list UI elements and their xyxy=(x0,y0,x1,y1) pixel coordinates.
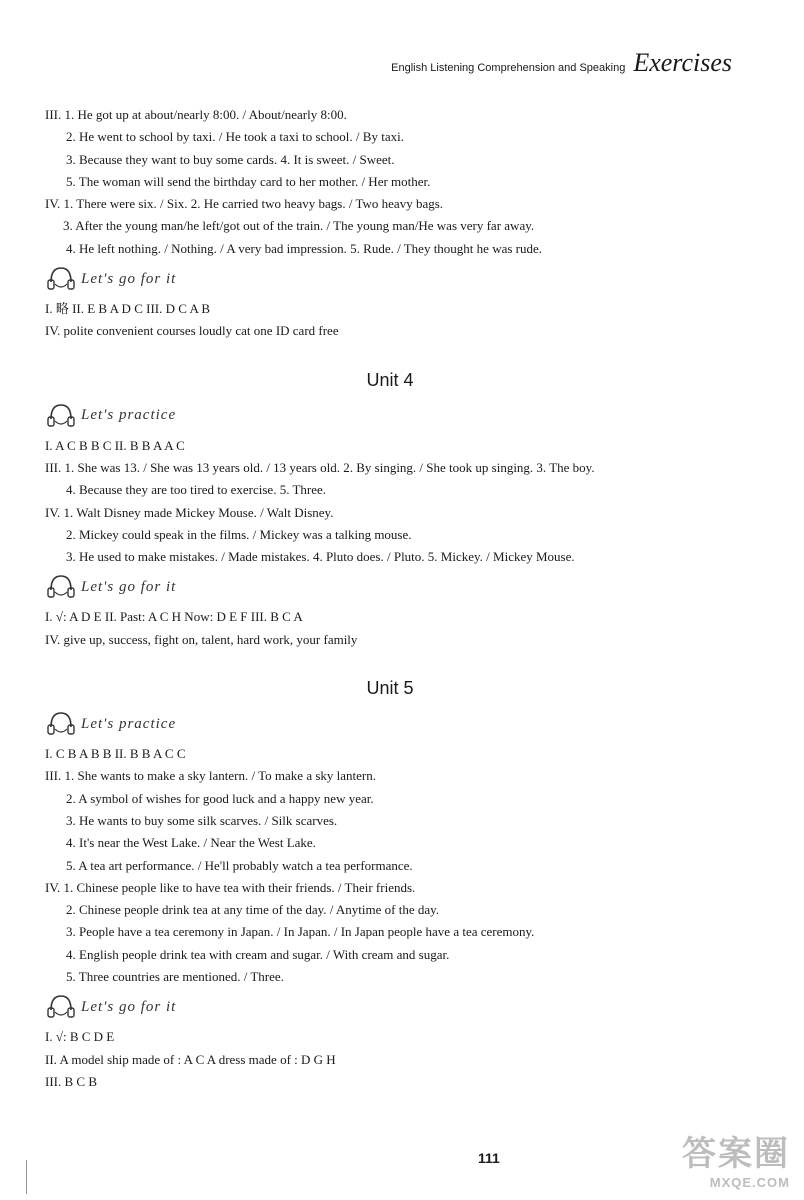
headphones-icon xyxy=(45,572,77,602)
section-title: Let's go for it xyxy=(81,270,177,287)
answer-line: IV. 1. There were six. / Six. 2. He carried two heavy bags. / Two heavy bags. xyxy=(45,196,444,212)
answer-line: III. B C B xyxy=(45,1073,97,1089)
header-title: Exercises xyxy=(633,48,732,77)
answer-line: IV. 1. Chinese people like to have tea with their friends. / Their friends. xyxy=(45,879,416,895)
page-number: 111 xyxy=(478,1150,500,1166)
answer-line: I. √: B C D E xyxy=(45,1029,115,1045)
answer-line: 2. Mickey could speak in the films. / Mickey was a talking mouse. xyxy=(66,526,412,542)
watermark xyxy=(682,1126,790,1190)
section-heading xyxy=(45,988,765,1026)
section-heading xyxy=(45,568,765,606)
answer-line: III. 1. She was 13. / She was 13 years old. / 13 years old. 2. By singing. / She took up singing. 3. The boy. xyxy=(45,459,595,475)
answer-line: 4. He left nothing. / Nothing. / A very bad impression. 5. Rude. / They thought he was rude. xyxy=(66,240,543,256)
unit-title: Unit 4 xyxy=(366,369,414,390)
section-title: Let's practice xyxy=(81,715,177,732)
answer-line: 4. English people drink tea with cream and sugar. / With cream and sugar. xyxy=(66,946,450,962)
answer-line: 5. The woman will send the birthday card to her mother. / Her mother. xyxy=(66,173,431,189)
answer-line: 2. He went to school by taxi. / He took a taxi to school. / By taxi. xyxy=(66,129,404,145)
answer-line: I. A C B B C II. B B A A C xyxy=(45,437,185,453)
answer-line: III. 1. She wants to make a sky lantern. / To make a sky lantern. xyxy=(45,768,376,784)
answer-line: 3. People have a tea ceremony in Japan. / In Japan. / In Japan people have a tea ceremony. xyxy=(66,924,535,940)
answer-line: I. 略 II. E B A D C III. D C A B xyxy=(45,301,211,317)
watermark-url: MXQE.COM xyxy=(709,1175,790,1190)
section-title: Let's practice xyxy=(81,407,177,424)
headphones-icon xyxy=(45,264,77,294)
section-title: Let's go for it xyxy=(81,998,177,1015)
answer-content xyxy=(45,104,765,1093)
unit-title: Unit 5 xyxy=(366,678,414,699)
answer-line: 3. Because they want to buy some cards. 4. It is sweet. / Sweet. xyxy=(66,151,395,167)
answer-line: 2. A symbol of wishes for good luck and a happy new year. xyxy=(66,790,374,806)
answer-line: 4. Because they are too tired to exercise. 5. Three. xyxy=(66,482,327,498)
section-heading xyxy=(45,705,765,743)
answer-line: 4. It's near the West Lake. / Near the West Lake. xyxy=(66,835,316,851)
headphones-icon xyxy=(45,401,77,431)
answer-line: IV. 1. Walt Disney made Mickey Mouse. / Walt Disney. xyxy=(45,504,334,520)
section-heading xyxy=(45,397,765,435)
answer-line: IV. polite convenient courses loudly cat one ID card free xyxy=(45,323,339,339)
section-title: Let's go for it xyxy=(81,578,177,595)
answer-line: I. C B A B B II. B B A C C xyxy=(45,746,186,762)
answer-line: 3. He wants to buy some silk scarves. / Silk scarves. xyxy=(66,812,338,828)
margin-line xyxy=(26,1160,27,1194)
answer-line: 3. He used to make mistakes. / Made mistakes. 4. Pluto does. / Pluto. 5. Mickey. / Mickey Mouse. xyxy=(66,549,575,565)
answer-line: 3. After the young man/he left/got out of the train. / The young man/He was very far away. xyxy=(63,218,535,234)
answer-line: I. √: A D E II. Past: A C H Now: D E F III. B C A xyxy=(45,609,303,625)
headphones-icon xyxy=(45,709,77,739)
page-header xyxy=(391,48,732,78)
answer-line: 5. A tea art performance. / He'll probably watch a tea performance. xyxy=(66,857,413,873)
answer-line: II. A model ship made of : A C A dress made of : D G H xyxy=(45,1051,336,1067)
answer-line: 2. Chinese people drink tea at any time of the day. / Anytime of the day. xyxy=(66,902,440,918)
header-subtitle: English Listening Comprehension and Speaking xyxy=(391,62,626,74)
watermark-text: 答案圈 xyxy=(682,1135,790,1173)
answer-line: III. 1. He got up at about/nearly 8:00. / About/nearly 8:00. xyxy=(45,107,347,122)
answer-line: 5. Three countries are mentioned. / Three. xyxy=(66,969,284,985)
section-heading xyxy=(45,260,765,298)
headphones-icon xyxy=(45,992,77,1022)
answer-line: IV. give up, success, fight on, talent, hard work, your family xyxy=(45,631,358,647)
